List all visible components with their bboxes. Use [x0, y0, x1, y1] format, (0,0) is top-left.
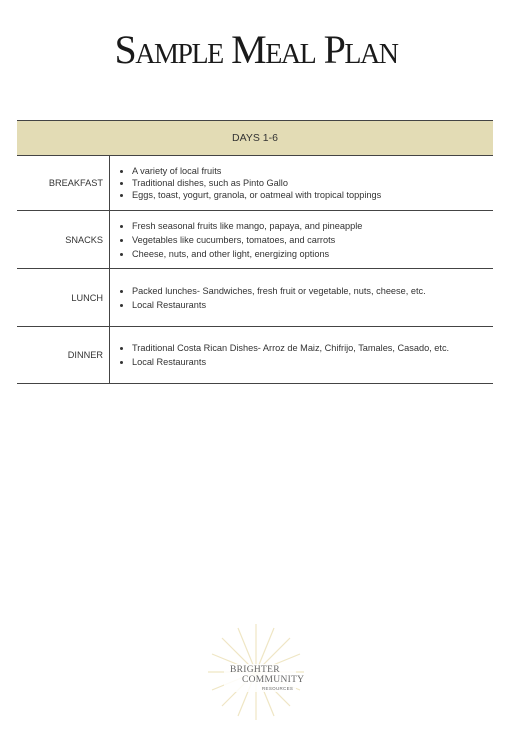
table-header-row [17, 121, 493, 156]
page-title: Sample Meal Plan [114, 27, 398, 72]
item-list [120, 165, 487, 201]
brighter-community-logo [200, 620, 312, 724]
list-item: • Vegetables like cucumbers, tomatoes, and carrots [132, 233, 487, 247]
list-item: • Traditional dishes, such as Pinto Gallo [132, 177, 487, 189]
meal-label: SNACKS [17, 211, 110, 269]
item-list [120, 284, 487, 312]
table-row-lunch [17, 269, 493, 327]
table-row-snacks [17, 211, 493, 269]
meal-items [110, 327, 494, 384]
days-header: DAYS 1-6 [17, 121, 493, 156]
list-item: • Local Restaurants [132, 298, 487, 312]
logo-text-resources: RESOURCES [262, 686, 294, 691]
meal-plan-table [17, 120, 493, 384]
item-list [120, 341, 487, 369]
logo-text-brighter: BRIGHTER [230, 665, 280, 675]
list-item: • Packed lunches- Sandwiches, fresh fruit or vegetable, nuts, cheese, etc. [132, 284, 487, 298]
list-item: • Eggs, toast, yogurt, granola, or oatmeal with tropical toppings [132, 189, 487, 201]
logo-text-community: COMMUNITY [242, 675, 305, 685]
list-item: • A variety of local fruits [132, 165, 487, 177]
meal-items [110, 211, 494, 269]
table-row-dinner [17, 327, 493, 384]
item-list [120, 219, 487, 261]
meal-items [110, 156, 494, 211]
meal-items [110, 269, 494, 327]
list-item: • Fresh seasonal fruits like mango, papaya, and pineapple [132, 219, 487, 233]
meal-label: LUNCH [17, 269, 110, 327]
list-item: • Cheese, nuts, and other light, energizing options [132, 247, 487, 261]
meal-label: BREAKFAST [17, 156, 110, 211]
table-row-breakfast [17, 156, 493, 211]
list-item: • Traditional Costa Rican Dishes- Arroz de Maiz, Chifrijo, Tamales, Casado, etc. [132, 341, 487, 355]
meal-label: DINNER [17, 327, 110, 384]
list-item: • Local Restaurants [132, 355, 487, 369]
